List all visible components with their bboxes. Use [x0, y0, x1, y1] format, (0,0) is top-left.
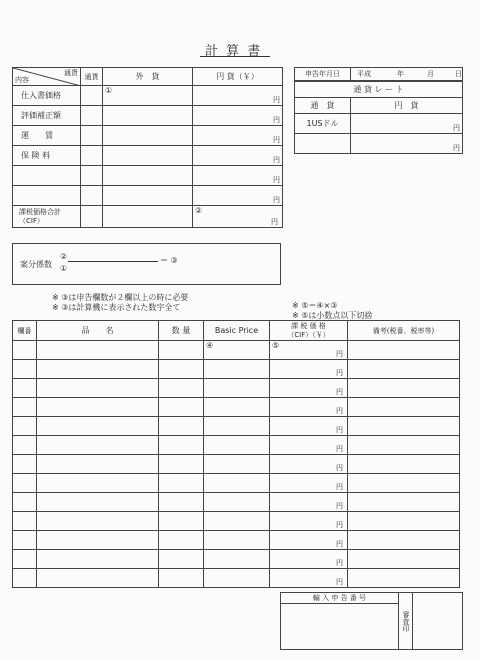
factor-label: 案分係数: [20, 260, 52, 269]
import-number-field: [281, 604, 399, 650]
header-taxable-sub: （CIF）（￥）: [287, 330, 330, 339]
yen-unit: 円: [336, 350, 343, 358]
note-3: ※ ⑤＝④×③: [292, 301, 338, 310]
header-price: Basic Price: [204, 321, 270, 341]
table-row: [13, 417, 460, 436]
row-label: 保 険 料: [13, 146, 81, 166]
page-title: 計 算 書: [205, 44, 263, 59]
title-underline: [200, 56, 270, 57]
note-4: ※ ⑤は小数点以下切捨: [292, 311, 373, 320]
note-1: ※ ③は申告欄数が２欄以上の時に必要: [52, 293, 189, 302]
taxable-cell: [270, 531, 348, 550]
date-label: 申告年月日: [295, 68, 351, 81]
yen-unit: 円: [336, 464, 343, 472]
table-row: [13, 493, 460, 512]
table-row: [13, 379, 460, 398]
table-row: [13, 550, 460, 569]
table-row: [13, 531, 460, 550]
yen-unit: 円: [193, 146, 283, 166]
yen-unit: 円: [336, 540, 343, 548]
row-label: 評価補正額: [13, 106, 81, 126]
cost-table: [12, 67, 283, 228]
yen-unit: 円: [336, 578, 343, 586]
yen-unit: 円: [351, 134, 463, 154]
taxable-cell: [270, 341, 348, 360]
import-number-label: 輸 入 申 告 番 号: [281, 593, 399, 604]
factor-box: [12, 243, 281, 285]
header-remarks: 備考(税番、税率等): [348, 321, 460, 341]
yen-unit: 円: [336, 521, 343, 529]
circle-2-mark: ②: [195, 206, 203, 215]
rate-title: 通 貨 レ ー ト: [295, 82, 463, 98]
table-row: [13, 398, 460, 417]
row-label: [13, 186, 81, 206]
year-label: 年: [397, 70, 404, 78]
foreign-header: 外 貨: [103, 68, 193, 86]
diag-bottom-label: 内容: [15, 76, 29, 84]
circle-1-mark: ①: [103, 86, 193, 106]
era-label: 平成: [357, 70, 371, 78]
yen-unit: 円: [193, 106, 283, 126]
header-taxable: 課 税 価 格: [291, 321, 326, 330]
circle-5-mark: ⑤: [272, 341, 280, 350]
table-row: [13, 474, 460, 493]
yen-unit: 円: [336, 559, 343, 567]
row-label: 仕入書価格: [13, 86, 81, 106]
yen-unit: 円: [336, 407, 343, 415]
yen-unit: 円: [336, 445, 343, 453]
taxable-cell: [270, 379, 348, 398]
taxable-cell: [270, 474, 348, 493]
rate-yen-header: 円 貨: [351, 98, 463, 114]
yen-unit: 円: [271, 218, 278, 226]
header-qty: 数 量: [159, 321, 204, 341]
table-row: [13, 512, 460, 531]
taxable-cell: [270, 550, 348, 569]
taxable-cell: [270, 436, 348, 455]
items-table: [12, 320, 460, 588]
yen-unit: 円: [193, 166, 283, 186]
table-row: [13, 455, 460, 474]
yen-unit: 円: [336, 426, 343, 434]
diag-top-label: 通貨: [64, 69, 78, 77]
taxable-cell: [270, 360, 348, 379]
factor-numerator: ②: [60, 252, 68, 261]
factor-equals: ＝ ③: [160, 256, 178, 265]
rate-currency-header: 通 貨: [295, 98, 351, 114]
note-2: ※ ③は計算機に表示された数字全て: [52, 303, 181, 312]
table-row: [13, 341, 460, 360]
day-label: 日: [455, 70, 462, 78]
table-row: [13, 436, 460, 455]
yen-unit: 円: [193, 186, 283, 206]
circle-4-mark: ④: [204, 341, 270, 360]
yen-header: 円 貨（￥）: [193, 68, 283, 86]
month-label: 月: [427, 70, 434, 78]
yen-unit: 円: [193, 126, 283, 146]
taxable-cell: [270, 512, 348, 531]
header-no: 欄番: [13, 321, 37, 341]
taxable-cell: [270, 455, 348, 474]
row-label: [13, 166, 81, 186]
stamp-label: 審査印: [399, 593, 413, 650]
taxable-cell: [270, 417, 348, 436]
fraction-line: [68, 261, 158, 262]
yen-unit: 円: [351, 114, 463, 134]
table-row: [13, 569, 460, 588]
taxable-cell: [270, 569, 348, 588]
taxable-cell: [270, 398, 348, 417]
stamp-area: [413, 593, 463, 650]
row-label-cif: 課税価格合計 （CIF）: [13, 206, 81, 228]
yen-unit: 円: [336, 502, 343, 510]
usd-label: 1USドル: [295, 114, 351, 134]
factor-denominator: ①: [60, 264, 68, 273]
import-box: [280, 592, 463, 650]
taxable-cell: [270, 493, 348, 512]
header-name: 品 名: [37, 321, 159, 341]
yen-unit: 円: [336, 369, 343, 377]
currency-header: 通貨: [81, 68, 103, 86]
diagonal-header-cell: [13, 68, 81, 86]
yen-unit: 円: [193, 86, 283, 106]
row-label: 運 賃: [13, 126, 81, 146]
yen-unit: 円: [336, 388, 343, 396]
table-row: [13, 360, 460, 379]
date-box: [294, 67, 463, 81]
rate-table: [294, 81, 463, 154]
yen-unit: 円: [336, 483, 343, 491]
